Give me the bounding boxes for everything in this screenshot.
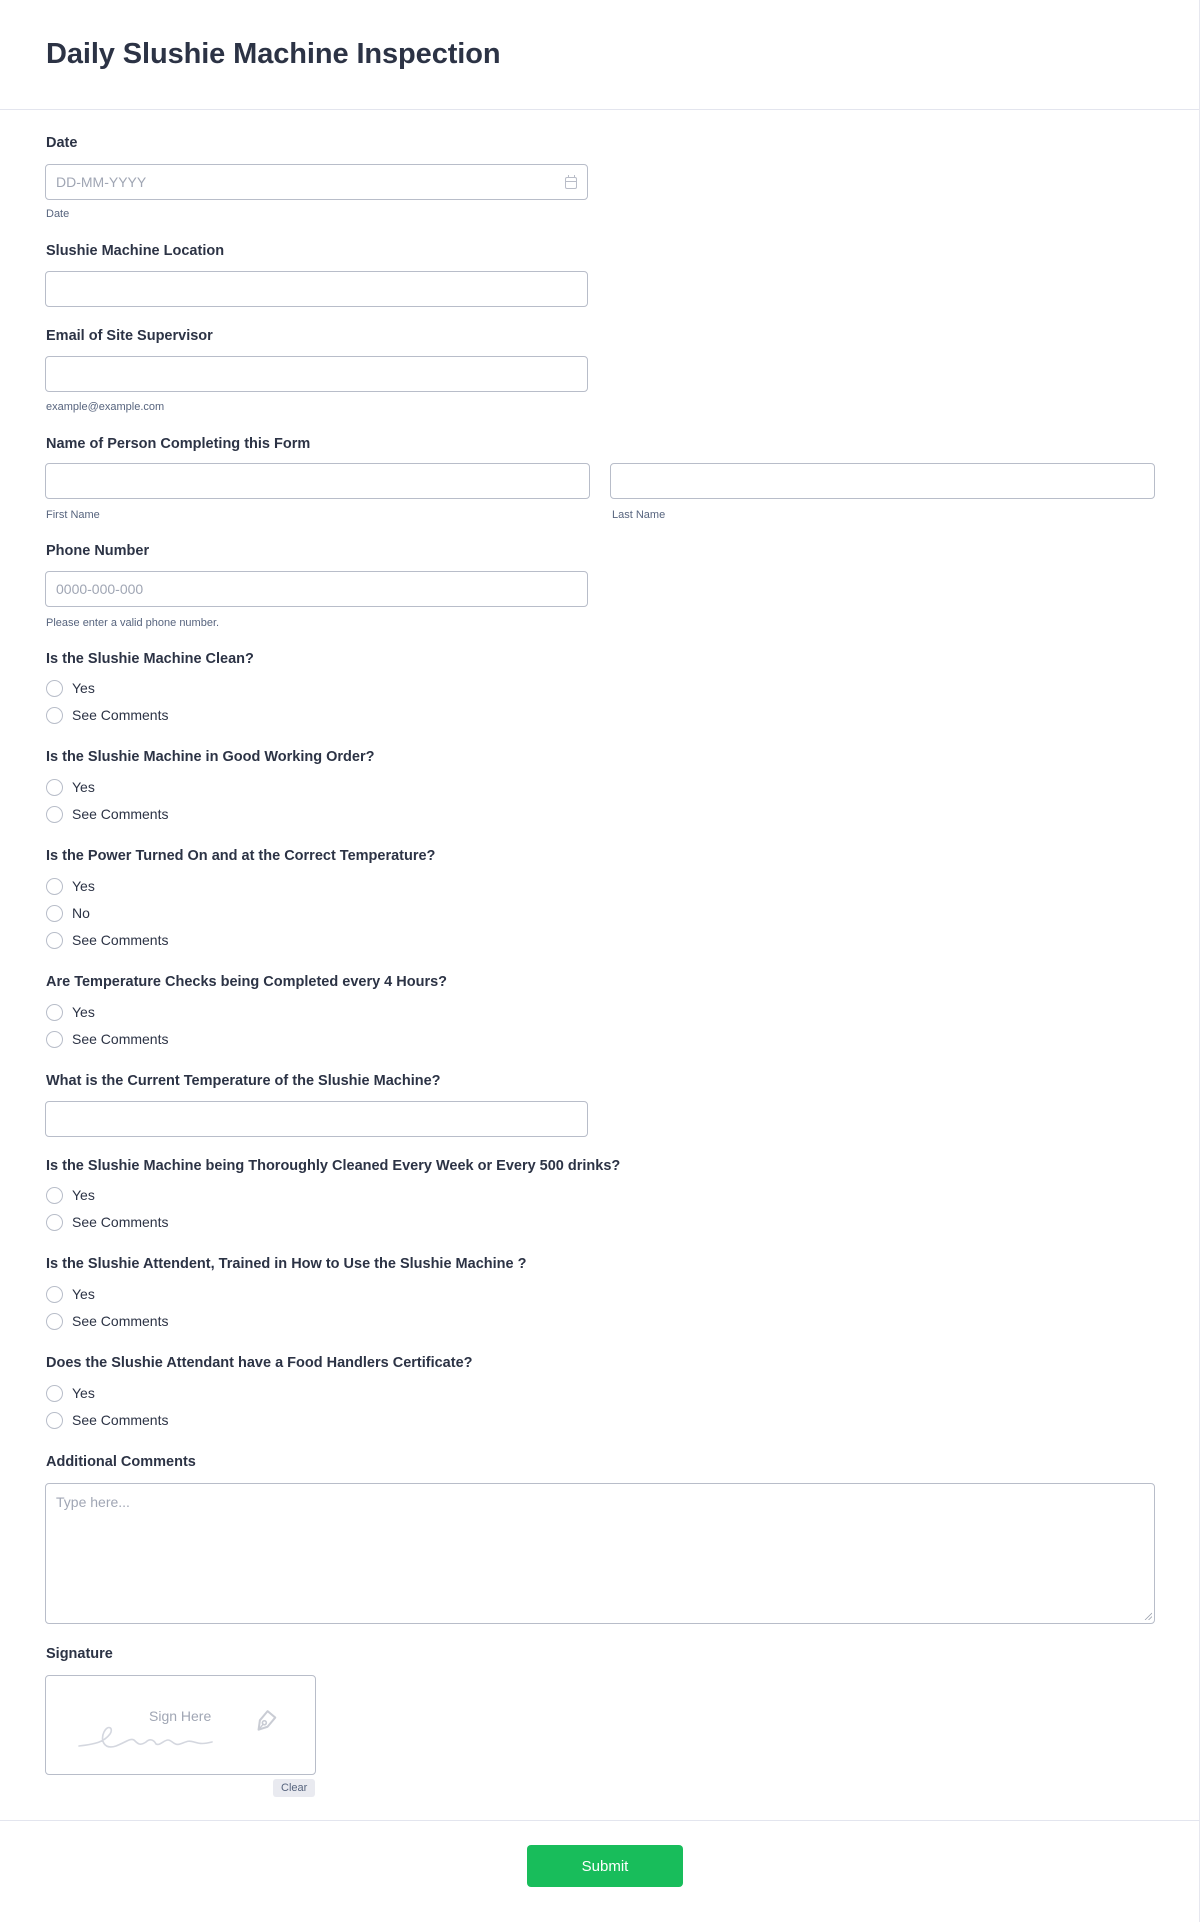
radio-button[interactable] (46, 1031, 63, 1048)
radio-label: Yes (72, 1286, 95, 1302)
radio-option[interactable] (46, 876, 95, 896)
name-label: Name of Person Completing this Form (46, 436, 311, 452)
question-food-handlers: Does the Slushie Attendant have a Food Handlers Certificate? (46, 1355, 473, 1371)
radio-button[interactable] (46, 680, 63, 697)
question-temperature-checks: Are Temperature Checks being Completed every 4 Hours? (46, 974, 448, 990)
radio-button[interactable] (46, 1412, 63, 1429)
radio-option[interactable] (46, 1410, 168, 1430)
email-sublabel: example@example.com (46, 401, 165, 413)
form-header (0, 0, 1199, 110)
radio-label: Yes (72, 779, 95, 795)
radio-label: See Comments (72, 932, 169, 948)
date-label: Date (46, 135, 78, 151)
radio-label: See Comments (72, 806, 169, 822)
question-attendant-trained: Is the Slushie Attendent, Trained in How to Use the Slushie Machine ? (46, 1256, 527, 1272)
first-name-input[interactable] (45, 463, 590, 499)
radio-label: See Comments (72, 707, 169, 723)
radio-button[interactable] (46, 1286, 63, 1303)
radio-option[interactable] (46, 705, 168, 725)
radio-label: Yes (72, 1187, 95, 1203)
radio-label: No (72, 905, 90, 921)
signature-label: Signature (46, 1646, 113, 1662)
comments-textarea[interactable] (45, 1483, 1155, 1624)
radio-label: Yes (72, 1385, 95, 1401)
radio-button[interactable] (46, 905, 63, 922)
radio-option[interactable] (46, 1029, 168, 1049)
radio-label: Yes (72, 1004, 95, 1020)
radio-button[interactable] (46, 1214, 63, 1231)
radio-option[interactable] (46, 1284, 95, 1304)
radio-option[interactable] (46, 804, 168, 824)
clear-signature-button[interactable]: Clear (273, 1779, 315, 1797)
radio-label: See Comments (72, 1031, 169, 1047)
radio-button[interactable] (46, 707, 63, 724)
radio-button[interactable] (46, 1313, 63, 1330)
radio-option[interactable] (46, 1185, 95, 1205)
radio-label: See Comments (72, 1214, 169, 1230)
location-input[interactable] (45, 271, 588, 307)
temperature-label: What is the Current Temperature of the Slushie Machine? (46, 1073, 441, 1089)
radio-label: Yes (72, 878, 95, 894)
radio-option[interactable] (46, 678, 95, 698)
form-footer-divider (0, 1820, 1200, 1821)
first-name-sublabel: First Name (46, 509, 100, 521)
question-machine-clean: Is the Slushie Machine Clean? (46, 651, 254, 667)
last-name-input[interactable] (610, 463, 1155, 499)
radio-label: See Comments (72, 1313, 169, 1329)
last-name-sublabel: Last Name (612, 509, 666, 521)
phone-sublabel: Please enter a valid phone number. (46, 617, 220, 629)
radio-button[interactable] (46, 1004, 63, 1021)
radio-label: See Comments (72, 1412, 169, 1428)
temperature-input[interactable] (45, 1101, 588, 1137)
question-working-order: Is the Slushie Machine in Good Working Order? (46, 749, 375, 765)
radio-option[interactable] (46, 903, 90, 923)
radio-button[interactable] (46, 1385, 63, 1402)
question-power-temperature: Is the Power Turned On and at the Correct Temperature? (46, 848, 436, 864)
question-weekly-cleaning: Is the Slushie Machine being Thoroughly Cleaned Every Week or Every 500 drinks? (46, 1158, 621, 1174)
email-label: Email of Site Supervisor (46, 328, 213, 344)
calendar-icon[interactable] (565, 177, 577, 189)
radio-button[interactable] (46, 878, 63, 895)
radio-button[interactable] (46, 932, 63, 949)
phone-label: Phone Number (46, 543, 150, 559)
radio-option[interactable] (46, 1002, 95, 1022)
radio-button[interactable] (46, 806, 63, 823)
radio-option[interactable] (46, 1212, 168, 1232)
phone-input[interactable] (45, 571, 588, 607)
resize-grip-icon[interactable] (1144, 1612, 1152, 1620)
radio-option[interactable] (46, 930, 168, 950)
pen-icon (249, 1706, 281, 1738)
radio-button[interactable] (46, 1187, 63, 1204)
submit-button[interactable]: Submit (527, 1845, 683, 1887)
radio-option[interactable] (46, 777, 95, 797)
date-sublabel: Date (46, 208, 70, 220)
radio-option[interactable] (46, 1311, 168, 1331)
radio-label: Yes (72, 680, 95, 696)
radio-option[interactable] (46, 1383, 95, 1403)
comments-label: Additional Comments (46, 1454, 196, 1470)
sign-here-hint: Sign Here (149, 1708, 212, 1724)
radio-button[interactable] (46, 779, 63, 796)
form-title: Daily Slushie Machine Inspection (46, 38, 501, 70)
signature-pad[interactable] (45, 1675, 316, 1775)
email-input[interactable] (45, 356, 588, 392)
date-input[interactable] (45, 164, 588, 200)
location-label: Slushie Machine Location (46, 243, 225, 259)
